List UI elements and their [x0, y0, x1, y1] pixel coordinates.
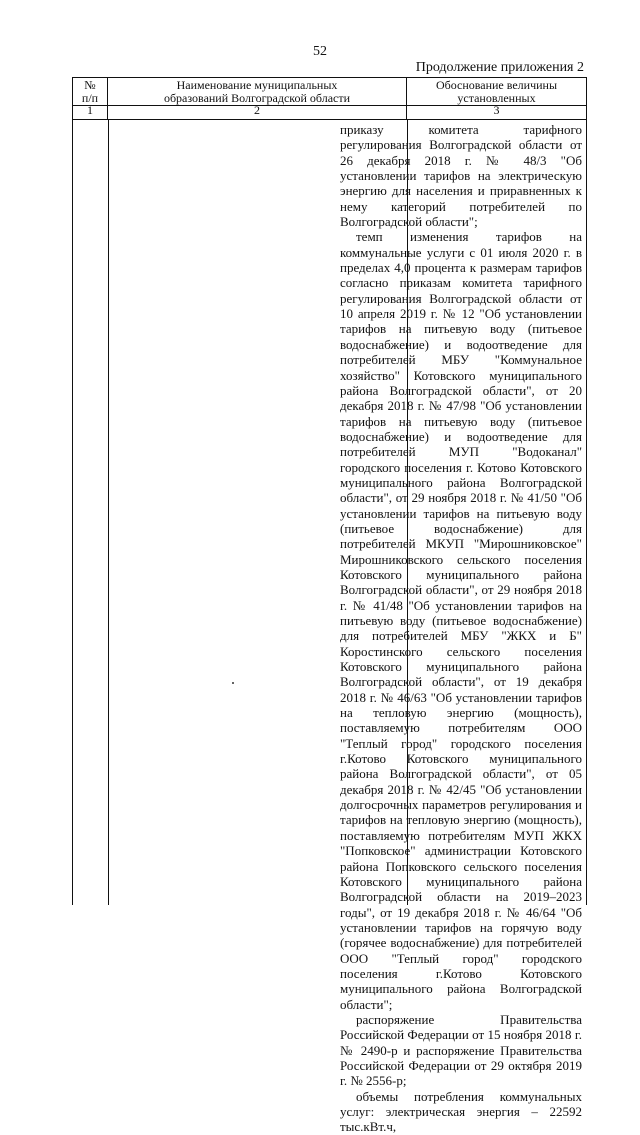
header-cell-justification-line1: Обоснование величины установленных: [435, 78, 558, 105]
table-column-number-row: [72, 104, 587, 120]
appendix-continuation-note: Продолжение приложения 2: [415, 60, 584, 75]
column-number-3: 3: [407, 104, 587, 119]
header-cell-municipality: [108, 78, 407, 105]
column-number-1: 1: [72, 104, 108, 119]
header-cell-number: [72, 78, 108, 105]
paragraph-government-orders: распоряжение Правительства Российской Федерации от 15 ноября 2018 г. № 2490-р и распоряжение Правительства Российской Федерации от 29 октября 2019 г. № 2556-р;: [340, 1011, 582, 1089]
column-line-right: [586, 119, 587, 905]
paragraph-consumption-volumes: объемы потребления коммунальных услуг: электрическая энергия – 22592 тыс.кВт.ч,: [340, 1088, 582, 1135]
header-cell-justification: [407, 78, 587, 105]
column-number-2: 2: [108, 104, 407, 119]
header-cell-municipality-line1: Наименование муниципальных: [176, 78, 338, 92]
paragraph-tariff-change-rate: темп изменения тарифов на коммунальные услуги с 01 июля 2020 г. в пределах 4,0 процента к размерам тарифов согласно приказам комитета тарифного регулирования Волгоградской области от 10 апреля 2019 г. № 12 "Об установлении тарифов на питьевую воду (питьевое водоснабжение) и водоотведение для потребителей МБУ "Коммунальное хозяйство" Котовского муниципального района Волгоградской области", от 20 декабря 2018 г. № 47/98 "Об установлении тарифов на питьевую воду (питьевое водоснабжение) и водоотведение для потребителей МУП "Водоканал" городского поселения г. Котово Котовского муниципального района Волгоградской области", от 29 ноября 2018 г. № 41/50 "Об установлении тарифов на питьевую воду (питьевое водоснабжение) для потребителей МКУП "Мирошниковское" Мирошниковского сельского поселения Котовского муниципального района Волгоградской области", от 29 ноября 2018 г. № 41/48 "Об установлении тарифов на питьевую воду (питьевое водоснабжение) для потребителей МБУ "ЖКХ и Б" Коростинского сельского поселения Котовского муниципального района Волгоградской области", от 19 декабря 2018 г. № 46/63 "Об установлении тарифов на тепловую энергию (мощность), поставляемую потребителям ООО "Теплый город" городского поселения г.Котово Котовского муниципального района Волгоградской области", от 05 декабря 2018 г. № 42/45 "Об установлении долгосрочных параметров регулирования и тарифов на тепловую энергию (мощность), поставляемую потребителям МУП ЖКХ "Попковское" администрации Котовского района Попковского сельского поселения Котовского муниципального района Волгоградской области на 2019–2023 годы", от 19 декабря 2018 г. № 46/64 "Об установлении тарифов на горячую воду (горячее водоснабжение) для потребителей ООО "Теплый город" городского поселения г.Котово Котовского муниципального района Волгоградской области";: [340, 229, 582, 1012]
header-cell-number-line1: №: [84, 78, 96, 92]
page-number: 52: [313, 44, 327, 59]
column-line-left: [72, 119, 73, 905]
scan-speck: [232, 682, 234, 684]
justification-text: [340, 122, 582, 1135]
header-cell-municipality-line2: образований Волгоградской области: [163, 91, 351, 105]
column-line-1: [108, 119, 109, 905]
table-header-row: [72, 77, 587, 106]
header-cell-number-line2: п/п: [81, 91, 99, 105]
paragraph-order-continuation: приказу комитета тарифного регулирования Волгоградской области от 26 декабря 2018 г. № 48/3 "Об установлении тарифов на электрическую энергию для населения и приравненных к нему категорий потребителей по Волгоградской области";: [340, 122, 582, 230]
